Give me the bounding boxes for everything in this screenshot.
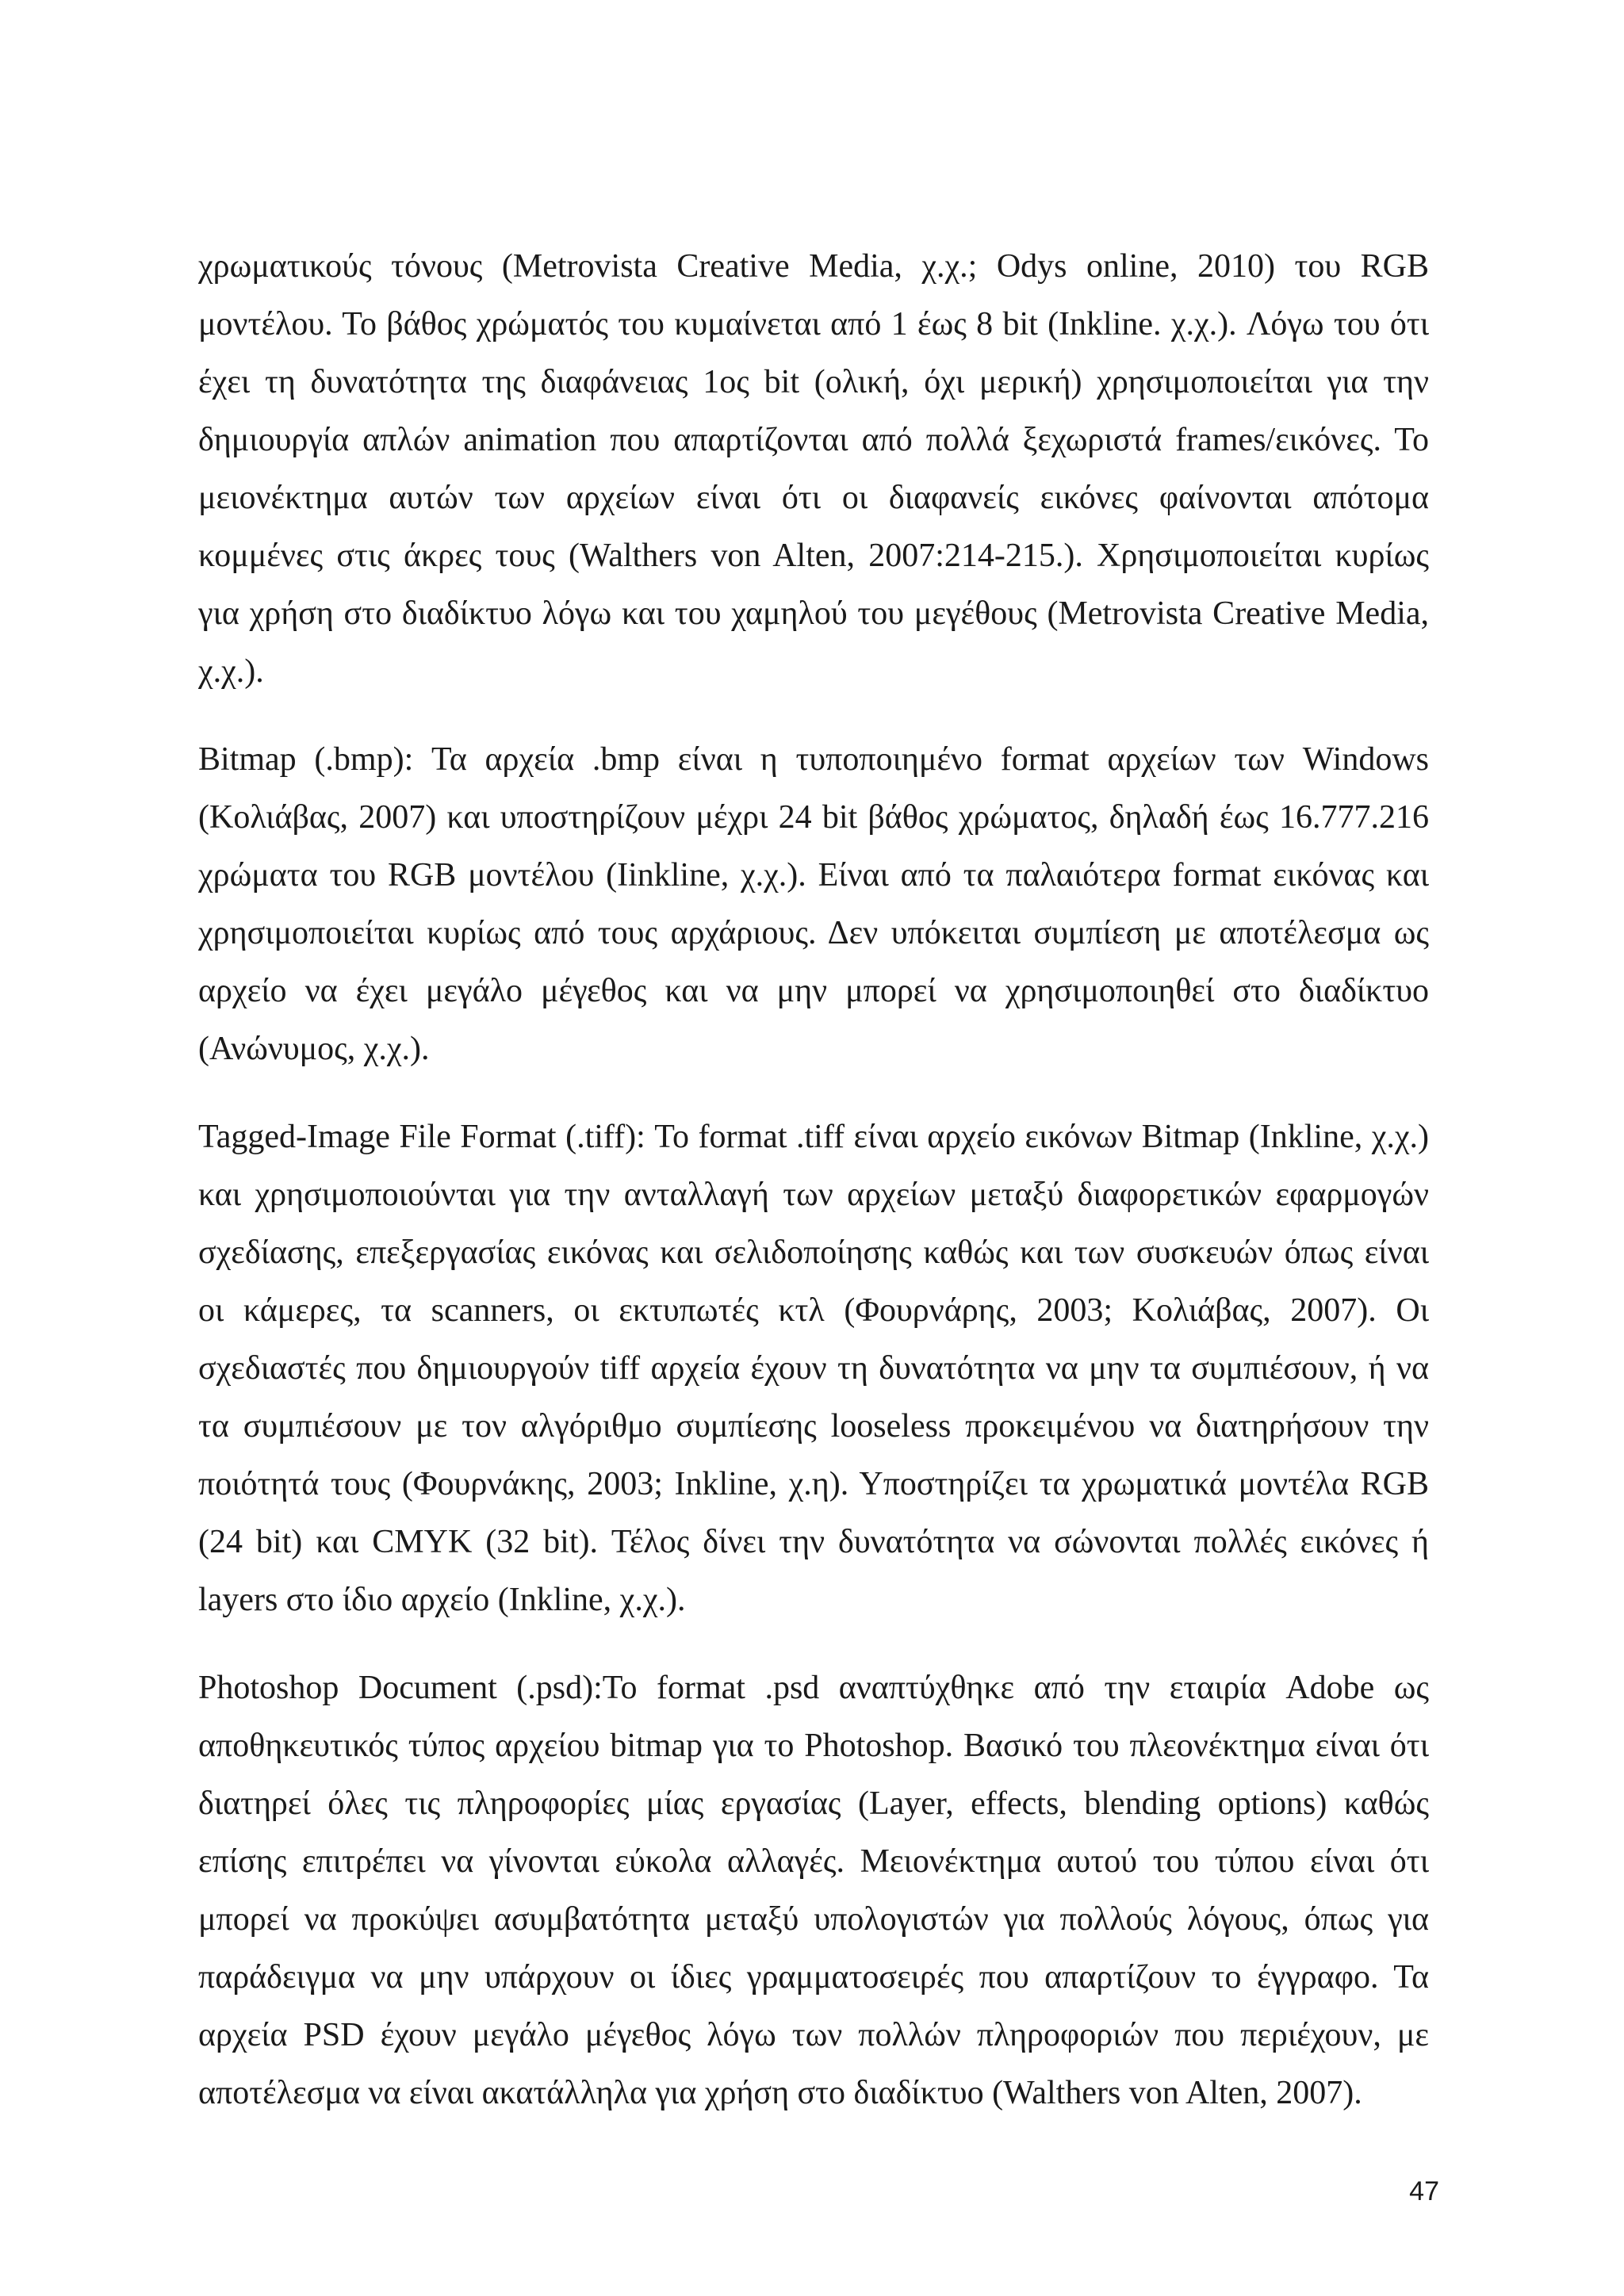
paragraph-tiff: Tagged-Image File Format (.tiff): Το format .tiff είναι αρχείο εικόνων Bitmap (Inkline, χ.χ.) και χρησιμοποιούνται για την ανταλλαγή των αρχείων μεταξύ διαφορετικών εφαρμογών σχεδίασης, επεξεργασίας εικόνας και σελιδοποίησης καθώς και των συσκευών όπως είναι οι κάμερες, τα scanners, οι εκτυπωτές κτλ (Φουρνάρης, 2003; Κολιάβας, 2007). Οι σχεδιαστές που δημιουργούν tiff αρχεία έχουν τη δυνατότητα να μην τα συμπιέσουν, ή να τα συμπιέσουν με τον αλγόριθμο συμπίεσης looseless προκειμένου να διατηρήσουν την ποιότητά τους (Φουρνάκης, 2003; Inkline, χ.η). Υποστηρίζει τα χρωματικά μοντέλα RGB (24 bit) και CMYK (32 bit). Τέλος δίνει την δυνατότητα να σώνονται πολλές εικόνες ή layers στο ίδιο αρχείο (Inkline, χ.χ.). [198, 1119, 1429, 1618]
page-number: 47 [1409, 2176, 1439, 2206]
paragraph-psd: Photoshop Document (.psd):Το format .psd αναπτύχθηκε από την εταιρία Adobe ως αποθηκευτικός τύπος αρχείου bitmap για το Photoshop. Βασικό του πλεονέκτημα είναι ότι διατηρεί όλες τις πληροφορίες μίας εργασίας (Layer, effects, blending options) καθώς επίσης επιτρέπει να γίνονται εύκολα αλλαγές. Μειονέκτημα αυτού του τύπου είναι ότι μπορεί να προκύψει ασυμβατότητα μεταξύ υπολογιστών για πολλούς λόγους, όπως για παράδειγμα να μην υπάρχουν οι ίδιες γραμματοσειρές που απαρτίζουν το έγγραφο. Τα αρχεία PSD έχουν μεγάλο μέγεθος λόγω των πολλών πληροφοριών που περιέχουν, με αποτέλεσμα να είναι ακατάλληλα για χρήση στο διαδίκτυο (Walthers von Alten, 2007). [198, 1670, 1429, 2111]
paragraph-bitmap: Bitmap (.bmp): Τα αρχεία .bmp είναι η τυποποιημένο format αρχείων των Windows (Κολιάβας, 2007) και υποστηρίζουν μέχρι 24 bit βάθος χρώματος, δηλαδή έως 16.777.216 χρώματα του RGB μοντέλου (Iinkline, χ.χ.). Είναι από τα παλαιότερα format εικόνας και χρησιμοποιείται κυρίως από τους αρχάριους. Δεν υπόκειται συμπίεση με αποτέλεσμα ως αρχείο να έχει μεγάλο μέγεθος και να μην μπορεί να χρησιμοποιηθεί στο διαδίκτυο (Ανώνυμος, χ.χ.). [198, 741, 1429, 1067]
paragraph-gif-continued: χρωματικούς τόνους (Metrovista Creative Media, χ.χ.; Odys online, 2010) του RGB μοντέλου. Το βάθος χρώματός του κυμαίνεται από 1 έως 8 bit (Inkline. χ.χ.). Λόγω του ότι έχει τη δυνατότητα της διαφάνειας 1ος bit (ολική, όχι μερική) χρησιμοποιείται για την δημιουργία απλών animation που απαρτίζονται από πολλά ξεχωριστά frames/εικόνες. Το μειονέκτημα αυτών των αρχείων είναι ότι οι διαφανείς εικόνες φαίνονται απότομα κομμένες στις άκρες τους (Walthers von Alten, 2007:214-215.). Χρησιμοποιείται κυρίως για χρήση στο διαδίκτυο λόγω και του χαμηλού του μεγέθους (Metrovista Creative Media, χ.χ.). [198, 248, 1429, 690]
body-text [198, 238, 1429, 2152]
